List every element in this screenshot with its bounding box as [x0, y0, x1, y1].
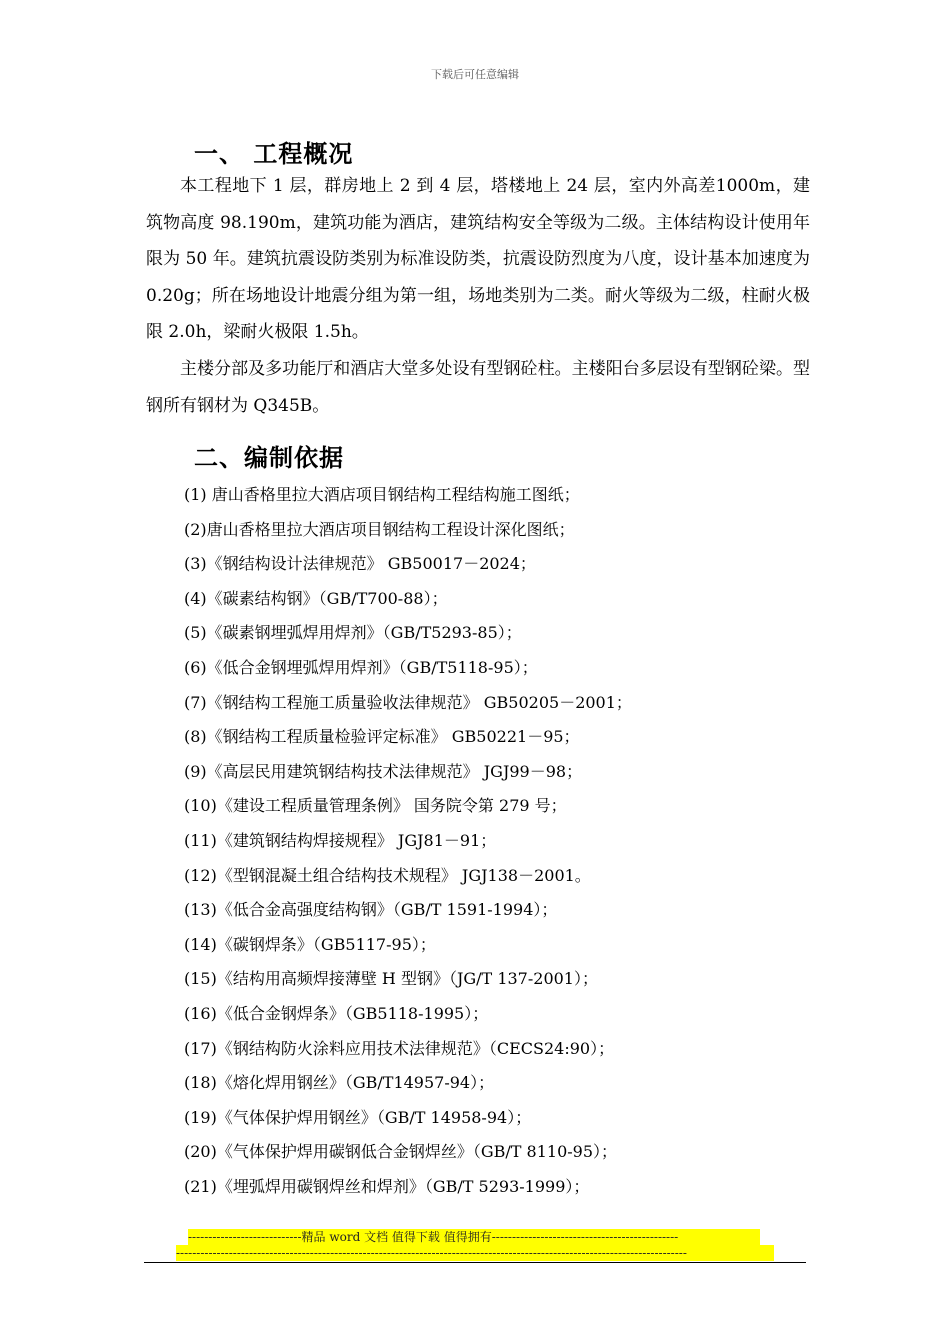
footer-banner-line-2: ------------------------------------------------------------------------------------------------------------------------------ [176, 1245, 774, 1261]
reference-list [184, 478, 632, 1204]
section-2-title: 二、编制依据 [194, 443, 344, 472]
reference-item: (8)《钢结构工程质量检验评定标准》 GB50221－95； [184, 727, 580, 747]
section-1-paragraph-1: 本工程地下 1 层，群房地上 2 到 4 层，塔楼地上 24 层，室内外高差1000m，建筑物高度 98.190m，建筑功能为酒店，建筑结构安全等级为二级。主体结构设计使用年限为 50 年。建筑抗震设防类别为标准设防类，抗震设防烈度为八度，设计基本加速度为 0.20g；所在场地设计地震分组为第一组，场地类别为二类。耐火等级为二级，柱耐火极限 2.0h，梁耐火极限 1.5h。 [146, 176, 810, 342]
reference-item: (3)《钢结构设计法律规范》 GB50017－2024； [184, 554, 536, 574]
reference-item: (5)《碳素钢埋弧焊用焊剂》（GB/T5293-85）； [184, 623, 522, 643]
reference-item: (20)《气体保护焊用碳钢低合金钢焊丝》（GB/T 8110-95）； [184, 1142, 618, 1162]
reference-item: (10)《建设工程质量管理条例》 国务院令第 279 号； [184, 796, 567, 816]
reference-item: (13)《低合金高强度结构钢》（GB/T 1591-1994）； [184, 900, 558, 920]
footer-banner-line-1: ----------------------------精品 word 文档 值得下载 值得拥有---------------------------------------------- [188, 1229, 760, 1245]
page-header-note: 下载后可任意编辑 [431, 68, 519, 81]
reference-item: (19)《气体保护焊用钢丝》（GB/T 14958-94）； [184, 1107, 532, 1127]
reference-item: (14)《碳钢焊条》（GB5117-95）； [184, 934, 436, 954]
reference-item: (2)唐山香格里拉大酒店项目钢结构工程设计深化图纸； [184, 519, 575, 539]
reference-item: (9)《高层民用建筑钢结构技术法律规范》 JGJ99－98； [184, 761, 583, 781]
reference-item: (21)《埋弧焊用碳钢焊丝和焊剂》（GB/T 5293-1999）； [184, 1176, 590, 1196]
reference-item: (7)《钢结构工程施工质量验收法律规范》 GB50205－2001； [184, 692, 632, 712]
section-1-paragraph-2: 主楼分部及多功能厅和酒店大堂多处设有型钢砼柱。主楼阳台多层设有型钢砼梁。型钢所有钢材为 Q345B。 [146, 359, 810, 416]
reference-item: (11)《建筑钢结构焊接规程》 JGJ81－91； [184, 830, 497, 850]
reference-item: (6)《低合金钢埋弧焊用焊剂》（GB/T5118-95）； [184, 657, 538, 677]
reference-item: (16)《低合金钢焊条》（GB5118-1995）； [184, 1003, 489, 1023]
footer-divider [144, 1262, 806, 1263]
reference-item: (17)《钢结构防火涂料应用技术法律规范》（CECS24:90）； [184, 1038, 615, 1058]
reference-item: (15)《结构用高频焊接薄壁 H 型钢》（JG/T 137-2001）； [184, 969, 598, 989]
reference-item: (1) 唐山香格里拉大酒店项目钢结构工程结构施工图纸； [184, 485, 580, 504]
section-1-title: 一、 工程概况 [194, 139, 354, 168]
reference-item: (18)《熔化焊用钢丝》（GB/T14957-94）； [184, 1073, 495, 1093]
reference-item: (12)《型钢混凝土组合结构技术规程》 JGJ138－2001。 [184, 865, 591, 885]
reference-item: (4)《碳素结构钢》（GB/T700-88）； [184, 588, 448, 608]
